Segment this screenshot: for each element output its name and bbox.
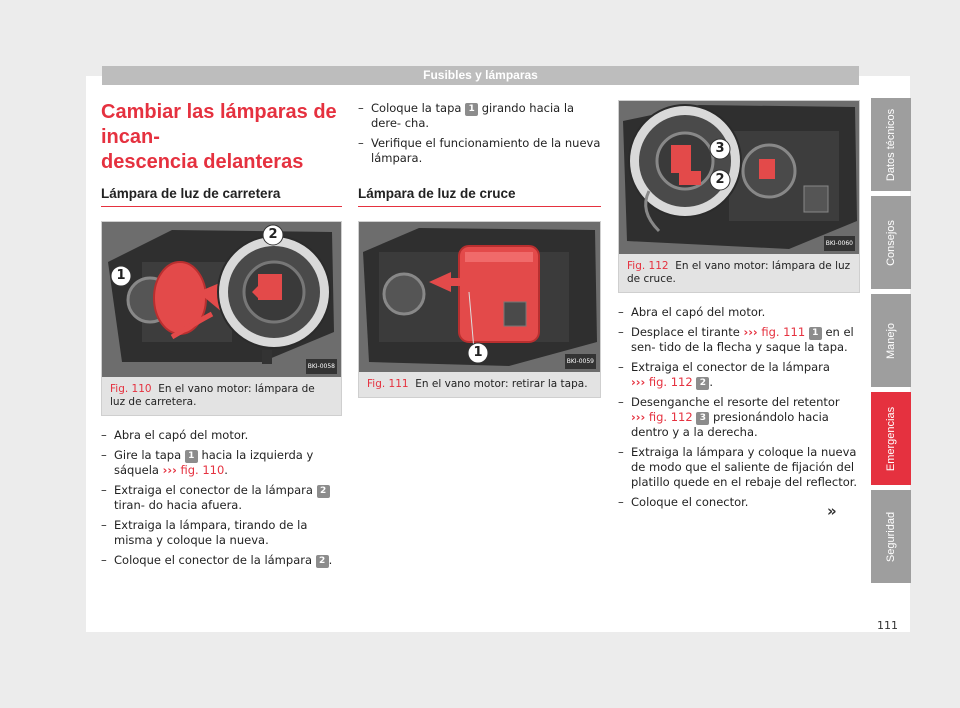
- figure-112-caption: Fig. 112 En el vano motor: lámpara de luz de cruce.: [619, 254, 859, 292]
- tab-consejos[interactable]: Consejos: [871, 196, 911, 289]
- link-fig-111[interactable]: fig. 111: [761, 325, 806, 339]
- middle-column: [358, 101, 601, 398]
- figure-code: BKI-0059: [565, 354, 596, 369]
- section-header: Fusibles y lámparas: [102, 66, 859, 85]
- list-item: – Coloque la tapa 1 girando hacia la dere- cha.: [358, 101, 601, 131]
- tab-manejo[interactable]: Manejo: [871, 294, 911, 387]
- callout-2-label: 2: [268, 227, 278, 242]
- steps-middle: [358, 101, 601, 166]
- figure-111-image: [359, 222, 600, 372]
- figure-111: [358, 221, 601, 398]
- figure-112-image: [619, 101, 859, 254]
- list-item: – Verifique el funcionamiento de la nueva lámpara.: [358, 136, 601, 166]
- list-item: – Extraiga el conector de la lámpara ››› fig. 112 2 .: [618, 360, 860, 390]
- tab-seguridad[interactable]: Seguridad: [871, 490, 911, 583]
- list-item: – Gire la tapa 1 hacia la izquierda y sáquela ››› fig. 110.: [101, 448, 342, 478]
- right-column: [618, 100, 860, 515]
- figure-code: BKI-0058: [306, 359, 337, 374]
- callout-ref-2: 2: [316, 555, 329, 568]
- callout-3-label: 3: [715, 141, 725, 156]
- link-fig-112[interactable]: fig. 112: [648, 410, 693, 424]
- figure-110-image: [102, 222, 341, 377]
- tab-datos-tecnicos[interactable]: Datos técnicos: [871, 98, 911, 191]
- left-column: [101, 100, 342, 573]
- continue-icon: »: [827, 502, 837, 520]
- figure-111-caption: Fig. 111 En el vano motor: retirar la tapa.: [359, 372, 600, 397]
- list-item: – Extraiga la lámpara y coloque la nueva de modo que el saliente de fijación del platillo quede en el rebaje del reflector.: [618, 445, 860, 490]
- list-item: – Desenganche el resorte del retentor ››› fig. 112 3 presionándolo hacia dentro y a la derecha.: [618, 395, 860, 440]
- callout-ref-2: 2: [696, 377, 709, 390]
- callout-1-label: 1: [116, 268, 126, 283]
- tab-emergencias[interactable]: Emergencias: [871, 392, 911, 485]
- list-item: – Extraiga el conector de la lámpara 2 tiran- do hacia afuera.: [101, 483, 342, 513]
- figure-110-caption: Fig. 110 En el vano motor: lámpara de luz de carretera.: [102, 377, 341, 415]
- list-item: – Extraiga la lámpara, tirando de la misma y coloque la nueva.: [101, 518, 342, 548]
- callout-ref-1: 1: [809, 327, 822, 340]
- callout-ref-1: 1: [185, 450, 198, 463]
- list-item: – Abra el capó del motor.: [101, 428, 342, 443]
- callout-ref-2: 2: [317, 485, 330, 498]
- headlamp-illustration: [102, 222, 341, 377]
- callout-1-label: 1: [473, 345, 483, 360]
- link-fig-112[interactable]: fig. 112: [648, 375, 693, 389]
- subtitle-luz-cruce: Lámpara de luz de cruce: [358, 186, 601, 207]
- link-fig-110[interactable]: fig. 110: [180, 463, 225, 477]
- figure-110: [101, 221, 342, 416]
- page-number: 111: [877, 619, 898, 632]
- callout-ref-1: 1: [465, 103, 478, 116]
- list-item: – Coloque el conector.: [618, 495, 860, 510]
- list-item: – Desplace el tirante ››› fig. 111 1 en el sen- tido de la flecha y saque la tapa.: [618, 325, 860, 355]
- figure-code: BKI-0060: [824, 236, 855, 251]
- callout-ref-3: 3: [696, 412, 709, 425]
- list-item: – Abra el capó del motor.: [618, 305, 860, 320]
- steps-luz-cruce: [618, 305, 860, 510]
- figure-112: [618, 100, 860, 293]
- steps-luz-carretera: [101, 428, 342, 568]
- callout-2-label: 2: [715, 172, 725, 187]
- list-item: – Coloque el conector de la lámpara 2 .: [101, 553, 342, 568]
- low-beam-illustration: [619, 101, 859, 254]
- page-title: Cambiar las lámparas de incan- descencia delanteras: [101, 101, 337, 173]
- subtitle-luz-carretera: Lámpara de luz de carretera: [101, 186, 342, 207]
